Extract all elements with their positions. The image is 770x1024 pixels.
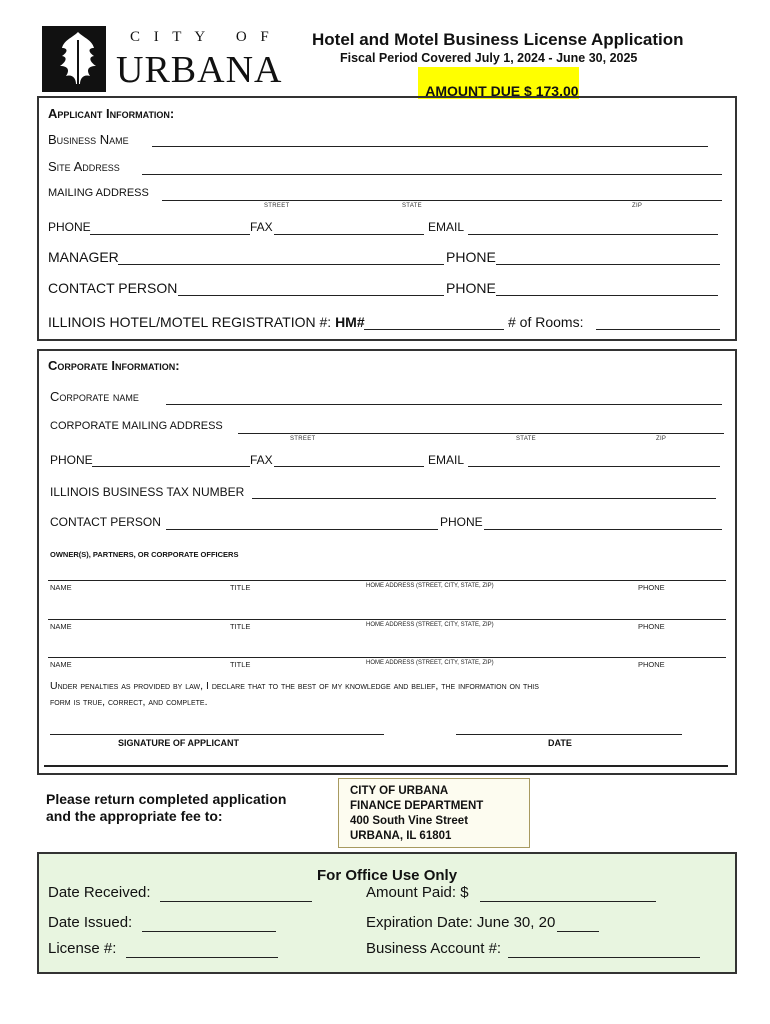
corporate-fax-label: FAX <box>250 453 273 467</box>
corporate-section <box>37 349 737 775</box>
amount-due-label: AMOUNT DUE <box>425 83 525 99</box>
corporate-name-field[interactable] <box>166 404 722 405</box>
corporate-email-field[interactable] <box>468 466 720 467</box>
owner-row <box>48 645 726 671</box>
amount-due-value: $ 173.00 <box>524 83 579 99</box>
corporate-street-caption: STREET <box>290 436 316 442</box>
applicant-section <box>37 96 737 341</box>
section-divider <box>44 765 728 767</box>
date-field[interactable] <box>456 734 682 735</box>
tax-number-field[interactable] <box>252 498 716 499</box>
date-received-field[interactable] <box>160 901 312 902</box>
corporate-contact-field[interactable] <box>166 529 438 530</box>
expiration-field[interactable] <box>557 931 599 932</box>
applicant-fax-label: FAX <box>250 220 273 234</box>
owner-row-field[interactable] <box>48 619 726 620</box>
amount-paid-label: Amount Paid: $ <box>366 884 469 901</box>
applicant-heading: Applicant Information: <box>48 106 175 121</box>
business-name-field[interactable] <box>152 146 708 147</box>
rooms-field[interactable] <box>596 329 720 330</box>
corporate-contact-phone-field[interactable] <box>484 529 722 530</box>
corporate-mailing-label: CORPORATE MAILING ADDRESS <box>50 420 223 432</box>
corporate-phone-label: PHONE <box>50 453 93 467</box>
date-received-label: Date Received: <box>48 884 151 901</box>
return-instructions-line-1: Please return completed application <box>46 791 287 807</box>
address-line: FINANCE DEPARTMENT <box>350 800 484 812</box>
amount-paid-field[interactable] <box>480 901 656 902</box>
corporate-phone-field[interactable] <box>92 466 250 467</box>
manager-phone-label: PHONE <box>446 249 496 265</box>
mailing-street-caption: STREET <box>264 203 290 209</box>
corporate-contact-label: CONTACT PERSON <box>50 515 161 529</box>
expiration-label: Expiration Date: June 30, 20 <box>366 914 556 931</box>
signature-caption: SIGNATURE OF APPLICANT <box>118 738 239 748</box>
owner-home-caption: HOME ADDRESS (STREET, CITY, STATE, ZIP) <box>366 622 494 628</box>
corporate-name-label: Corporate name <box>50 389 139 404</box>
office-use-heading: For Office Use Only <box>317 867 458 884</box>
registration-field[interactable] <box>364 329 504 330</box>
owner-phone-caption: PHONE <box>638 660 665 669</box>
registration-text: ILLINOIS HOTEL/MOTEL REGISTRATION #: <box>48 314 336 330</box>
owner-row <box>48 568 726 594</box>
owner-row-field[interactable] <box>48 580 726 581</box>
tax-number-label: ILLINOIS BUSINESS TAX NUMBER <box>50 485 245 499</box>
declaration-line-2: form is true, correct, and complete. <box>50 696 208 708</box>
logo-city-of-text: C I T Y O F <box>130 29 274 45</box>
return-instructions-line-2: and the appropriate fee to: <box>46 808 223 824</box>
applicant-fax-field[interactable] <box>274 234 424 235</box>
date-issued-label: Date Issued: <box>48 914 133 931</box>
business-name-label: Business Name <box>48 132 129 147</box>
license-label: License #: <box>48 940 117 957</box>
corporate-contact-phone-label: PHONE <box>440 515 483 529</box>
corporate-zip-caption: ZIP <box>656 436 667 442</box>
applicant-email-label: EMAIL <box>428 220 465 234</box>
owner-phone-caption: PHONE <box>638 622 665 631</box>
corporate-fax-field[interactable] <box>274 466 424 467</box>
manager-phone-field[interactable] <box>496 264 720 265</box>
mailing-address-label: MAILING ADDRESS <box>48 187 149 199</box>
address-line: CITY OF URBANA <box>350 785 449 797</box>
signature-field[interactable] <box>50 734 384 735</box>
contact-person-label: CONTACT PERSON <box>48 280 178 296</box>
owner-home-caption: HOME ADDRESS (STREET, CITY, STATE, ZIP) <box>366 660 494 666</box>
finance-address-box <box>338 778 530 848</box>
manager-label: MANAGER <box>48 249 119 265</box>
owner-phone-caption: PHONE <box>638 583 665 592</box>
leaf-logo-icon <box>42 26 106 92</box>
applicant-email-field[interactable] <box>468 234 718 235</box>
address-line: URBANA, IL 61801 <box>350 830 452 842</box>
contact-person-field[interactable] <box>178 295 444 296</box>
contact-phone-field[interactable] <box>496 295 718 296</box>
business-account-label: Business Account #: <box>366 940 502 957</box>
mailing-address-field[interactable] <box>162 200 722 201</box>
amount-due <box>418 67 579 99</box>
applicant-phone-label: PHONE <box>48 220 91 234</box>
contact-phone-label: PHONE <box>446 280 496 296</box>
corporate-heading: Corporate Information: <box>48 358 180 373</box>
site-address-field[interactable] <box>142 174 722 175</box>
declaration-line-1: Under penalties as provided by law, I declare that to the best of my knowledge and belief, the information on this <box>50 680 539 692</box>
mailing-zip-caption: ZIP <box>632 203 643 209</box>
owner-name-caption: NAME <box>50 622 72 631</box>
corporate-email-label: EMAIL <box>428 453 465 467</box>
owner-row-field[interactable] <box>48 657 726 658</box>
logo-urbana-text: URBANA <box>116 49 283 91</box>
corporate-mailing-field[interactable] <box>238 433 724 434</box>
license-field[interactable] <box>126 957 278 958</box>
business-account-field[interactable] <box>508 957 700 958</box>
site-address-label: Site Address <box>48 159 120 174</box>
corporate-state-caption: STATE <box>516 436 536 442</box>
registration-prefix: HM# <box>335 314 365 330</box>
owners-heading: OWNER(S), PARTNERS, OR CORPORATE OFFICERS <box>50 550 239 559</box>
registration-label <box>48 314 365 330</box>
mailing-state-caption: STATE <box>402 203 422 209</box>
owner-home-caption: HOME ADDRESS (STREET, CITY, STATE, ZIP) <box>366 583 494 589</box>
date-caption: DATE <box>548 738 572 748</box>
fiscal-period: Fiscal Period Covered July 1, 2024 - June 30, 2025 <box>340 51 638 65</box>
city-logo <box>42 26 282 92</box>
rooms-label: # of Rooms: <box>508 314 584 330</box>
owner-name-caption: NAME <box>50 583 72 592</box>
owner-title-caption: TITLE <box>230 660 251 669</box>
page-title: Hotel and Motel Business License Application <box>312 30 684 49</box>
owner-row <box>48 607 726 633</box>
owner-name-caption: NAME <box>50 660 72 669</box>
manager-field[interactable] <box>118 264 444 265</box>
owner-title-caption: TITLE <box>230 583 251 592</box>
owner-title-caption: TITLE <box>230 622 251 631</box>
address-line: 400 South Vine Street <box>350 815 469 827</box>
applicant-phone-field[interactable] <box>90 234 250 235</box>
date-issued-field[interactable] <box>142 931 276 932</box>
